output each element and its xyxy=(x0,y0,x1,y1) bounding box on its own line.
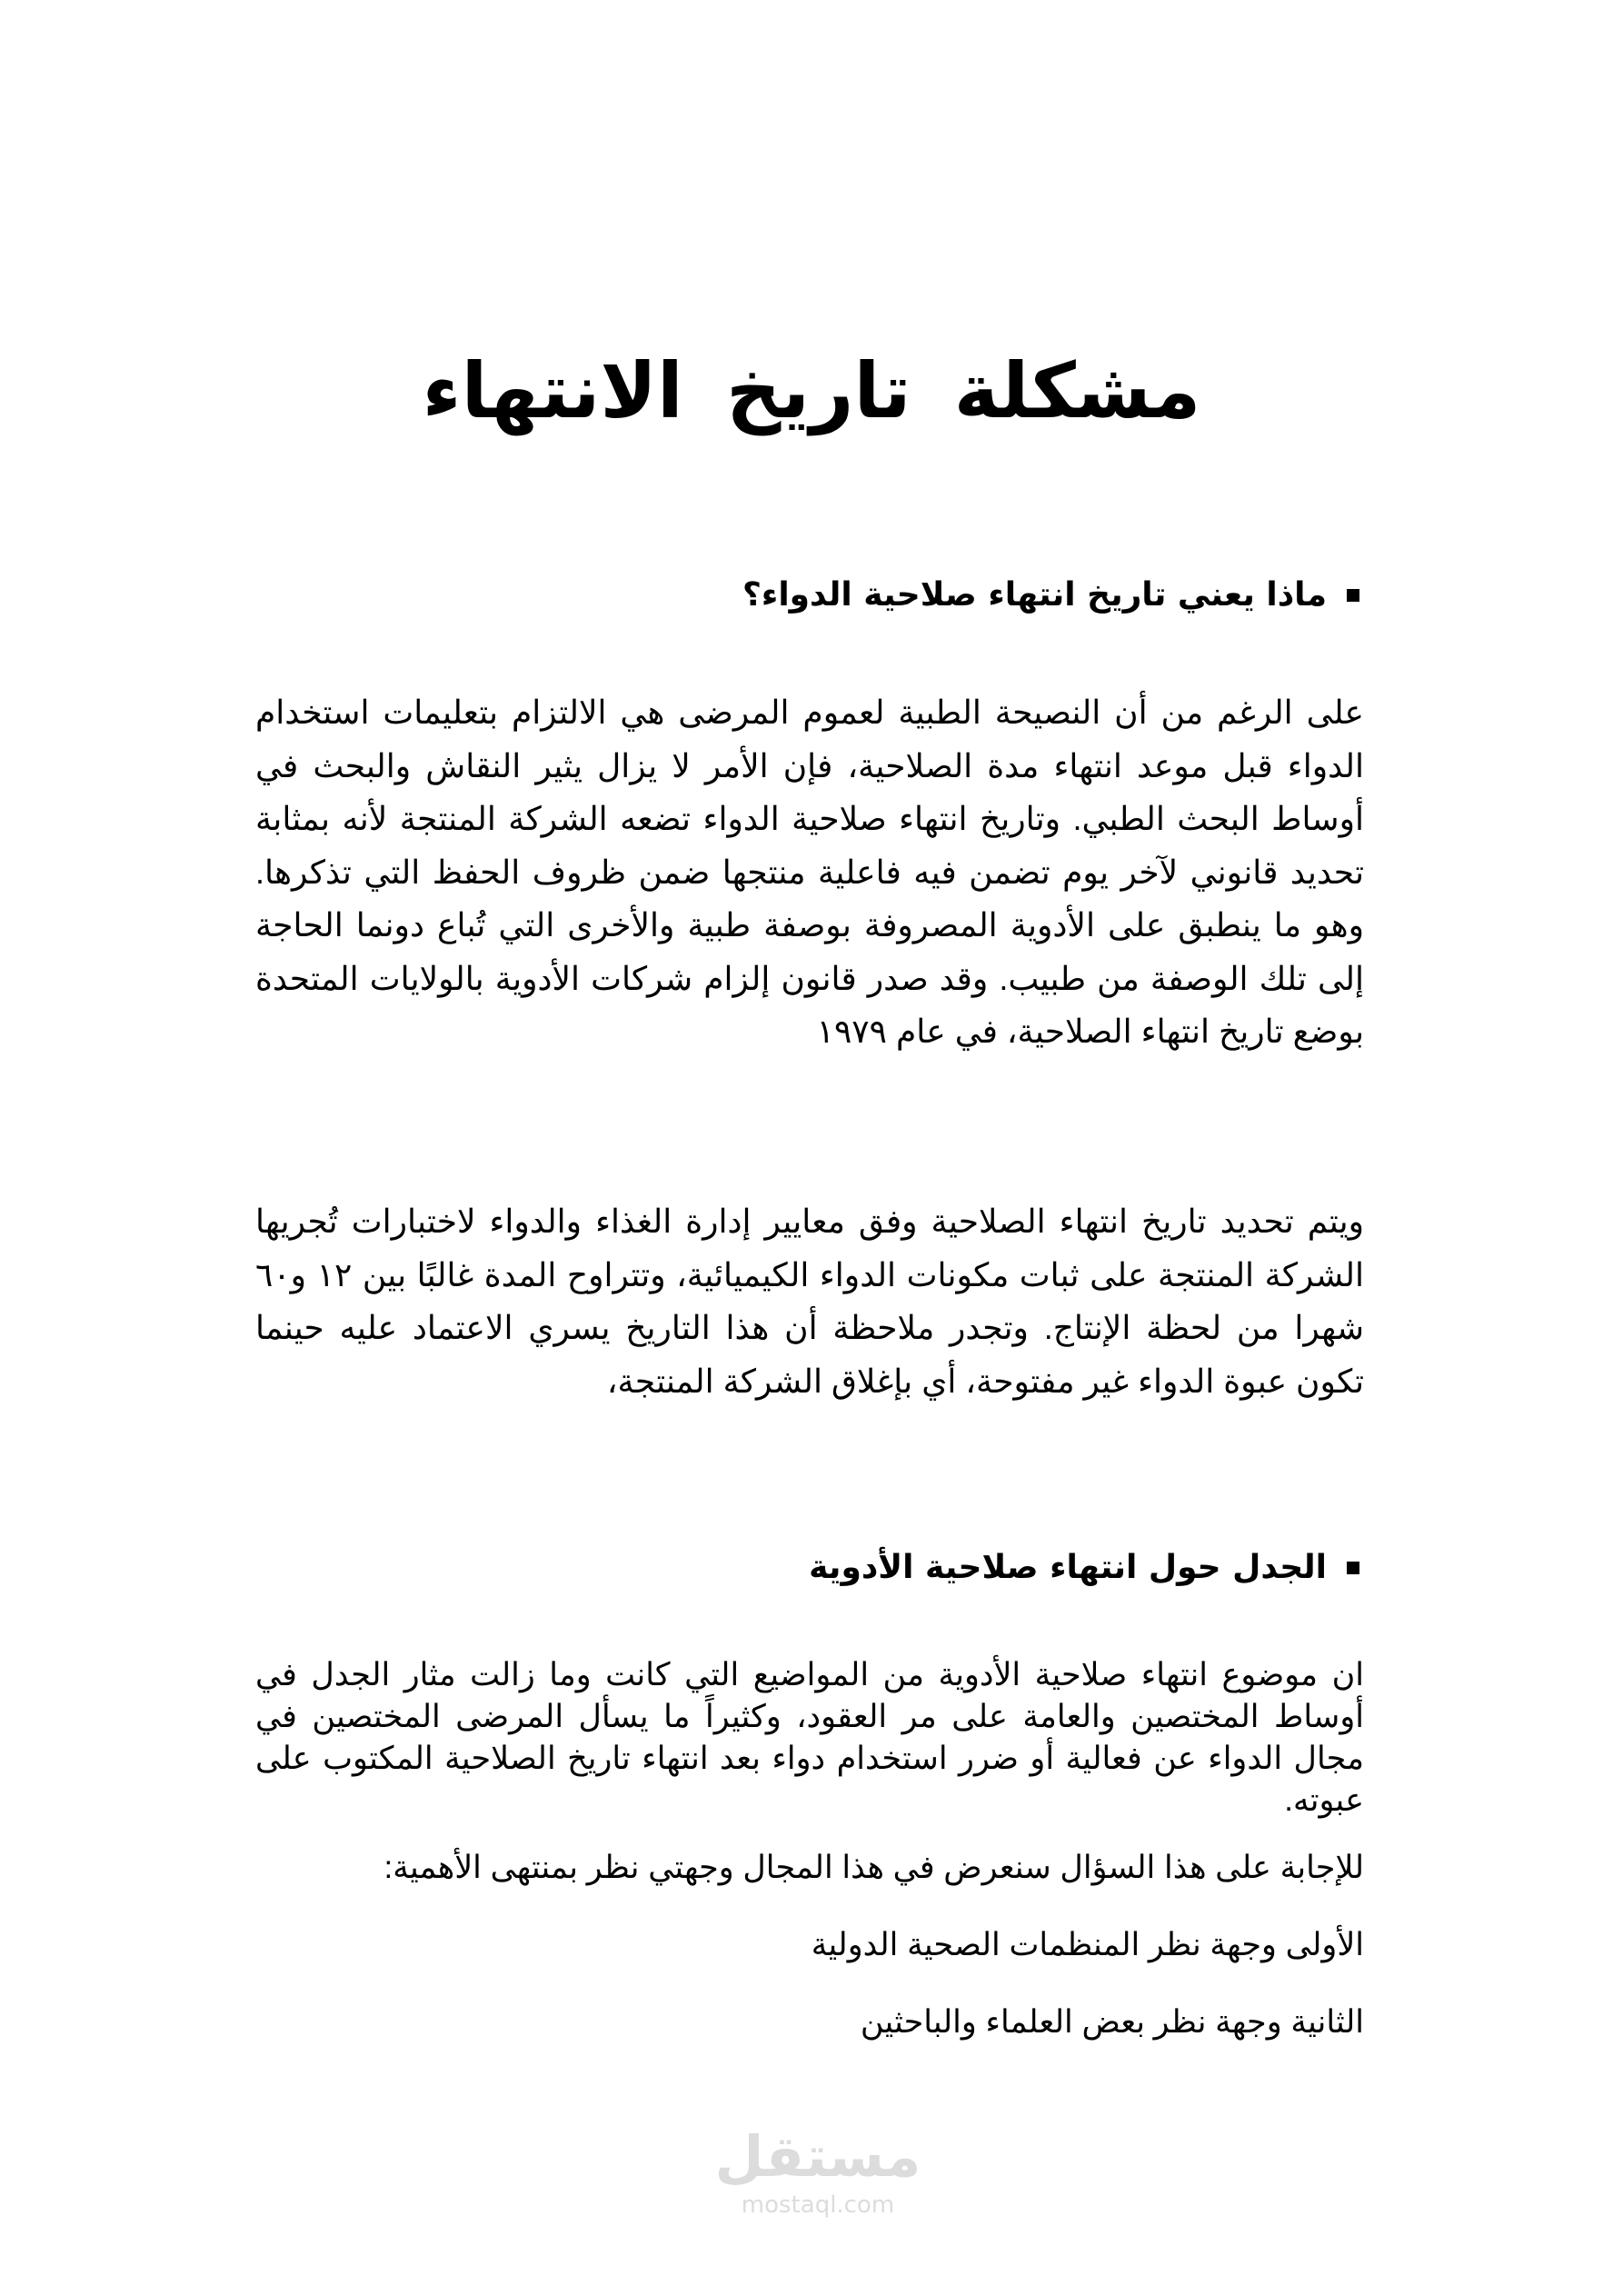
square-bullet-icon xyxy=(1347,589,1359,602)
mostaql-watermark xyxy=(709,2122,927,2219)
paragraph-expiry-definition: على الرغم من أن النصيحة الطبية لعموم المرضى هي الالتزام بتعليمات استخدام الدواء قبل موعد انتهاء مدة الصلاحية، فإن الأمر لا يزال يثير النقاش والبحث في أوساط البحث الطبي. وتاريخ انتهاء صلاحية الدواء تضعه الشركة المنتجة لأنه بمثابة تحديد قانوني لآخر يوم تضمن فيه فاعلية منتجها ضمن ظروف الحفظ التي تذكرها. وهو ما ينطبق على الأدوية المصروفة بوصفة طبية والأخرى التي تُباع دونما الحاجة إلى تلك الوصفة من طبيب. وقد صدر قانون إلزام شركات الأدوية بالولايات المتحدة بوضع تاريخ انتهاء الصلاحية، في عام ١٩٧٩ xyxy=(255,694,1364,1050)
watermark-logo: مستقل xyxy=(714,2123,921,2190)
section-heading-text: الجدل حول انتهاء صلاحية الأدوية xyxy=(809,1549,1327,1586)
watermark-url: mostaql.com xyxy=(741,2191,895,2219)
view-one-line: الأولى وجهة نظر المنظمات الصحية الدولية xyxy=(811,1927,1364,1962)
section-heading-expiry-meaning xyxy=(224,568,1359,623)
section-heading-expiry-debate xyxy=(224,1541,1359,1595)
page-title: مشكلة تاريخ الانتهاء xyxy=(422,346,1201,435)
paragraph-expiry-determination: ويتم تحديد تاريخ انتهاء الصلاحية وفق معايير إدارة الغذاء والدواء لاختبارات تُجريها الشركة المنتجة على ثبات مكونات الدواء الكيميائية، وتتراوح المدة غالبًا بين ١٢ و٦٠ شهرا من لحظة الإنتاج. وتجدر ملاحظة أن هذا التاريخ يسري الاعتماد عليه حينما تكون عبوة الدواء غير مفتوحة، أي بإغلاق الشركة المنتجة، xyxy=(255,1203,1364,1400)
paragraph-expiry-debate: ان موضوع انتهاء صلاحية الأدوية من المواضيع التي كانت وما زالت مثار الجدل في أوساط المختصين والعامة على مر العقود، وكثيراً ما يسأل المرضى المختصين في مجال الدواء عن فعالية أو ضرر استخدام دواء بعد انتهاء تاريخ الصلاحية المكتوب على عبوته. xyxy=(255,1657,1364,1818)
view-two-line: الثانية وجهة نظر بعض العلماء والباحثين xyxy=(860,2004,1364,2040)
square-bullet-icon xyxy=(1347,1562,1359,1574)
section-heading-text: ماذا يعني تاريخ انتهاء صلاحية الدواء؟ xyxy=(742,576,1327,614)
intro-line-two-views: للإجابة على هذا السؤال سنعرض في هذا المجال وجهتي نظر بمنتهى الأهمية: xyxy=(383,1850,1364,1885)
